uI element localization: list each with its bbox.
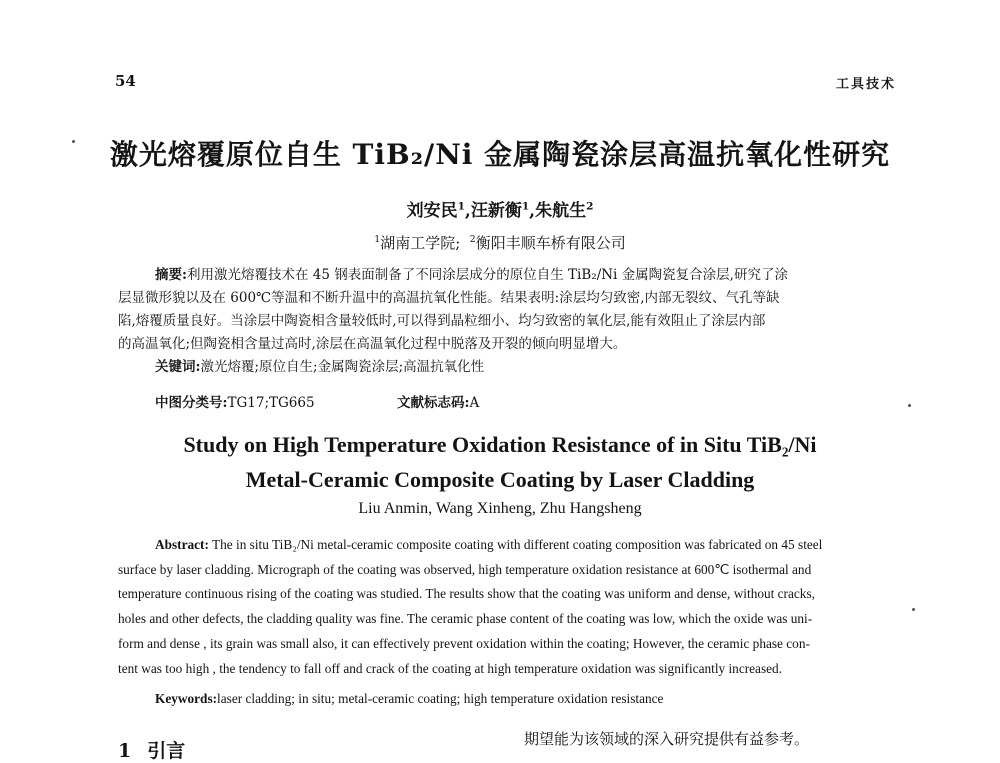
abstract-line	[118, 264, 886, 287]
abstract-line: temperature continuous rising of the coating was studied. The results show that the coating was uniform and dense, without cracks,	[118, 586, 815, 602]
affiliation-name: 衡阳丰顺车桥有限公司	[475, 234, 626, 252]
abstract-line: 陷,熔覆质量良好。当涂层中陶瓷相含量较低时,可以得到晶粒细小、均匀致密的氧化层,能有效阻止了涂层内部	[118, 313, 766, 329]
abstract-text: 利用激光熔覆技术在 45 钢表面制备了不同涂层成分的原位自生 TiB₂/Ni 金属陶瓷复合涂层,研究了涂	[186, 267, 788, 283]
keywords-label: Keywords:	[155, 691, 218, 706]
keywords-line	[118, 356, 886, 379]
english-keywords	[155, 691, 663, 707]
abstract-line	[118, 533, 886, 558]
abstract-line: form and dense , its grain was small also, it can effectively prevent oxidation within the coating; However, the ceramic phase con-	[118, 635, 810, 651]
abstract-line: 的高温氧化;但陶瓷相含量过高时,涂层在高温氧化过程中脱落及开裂的倾向明显增大。	[118, 336, 627, 352]
classification-number	[155, 391, 315, 411]
author-name: 刘安民	[406, 201, 458, 221]
body-text-line: 期望能为该领域的深入研究提供有益参考。	[524, 730, 810, 748]
affiliation-mark: 2	[586, 200, 594, 213]
abstract-line: 层显微形貌以及在 600℃等温和不断升温中的高温抗氧化性能。结果表明:涂层均匀致密,内部无裂纹、气孔等缺	[118, 290, 780, 306]
document-code-label: 文献标志码:	[397, 395, 470, 411]
section-heading	[118, 736, 185, 763]
section-title: 引言	[147, 740, 186, 762]
chinese-authors: 刘安民$^1$,汪新衡$^1$,朱航生$^2$	[406, 200, 594, 221]
abstract-label: Abstract:	[155, 537, 209, 552]
english-title-line-1: Study on High Temperature Oxidation Resistance of in Situ TiB₂/Ni	[183, 432, 817, 457]
keywords-label: 关键词:	[155, 359, 201, 375]
chinese-affiliations	[0, 232, 1000, 253]
scan-speck	[72, 140, 75, 143]
classification-label: 中图分类号:	[155, 395, 228, 411]
abstract-line: tent was too high , the tendency to fall off and crack of the coating at high temperature oxidation was significantly increased.	[118, 660, 783, 676]
journal-name: 工具技术	[835, 77, 896, 92]
english-authors: Liu Anmin, Wang Xinheng, Zhu Hangsheng	[358, 500, 642, 517]
chinese-title: 激光熔覆原位自生 TiB₂/Ni 金属陶瓷涂层高温抗氧化性研究	[109, 138, 891, 171]
english-title-line-2: Metal-Ceramic Composite Coating by Laser Cladding	[245, 467, 755, 492]
author-name: 汪新衡	[470, 201, 522, 221]
english-abstract	[118, 533, 886, 681]
affiliation-mark: 1	[374, 234, 381, 245]
classification-value: TG17;TG665	[227, 395, 315, 411]
keywords-text: 激光熔覆;原位自生;金属陶瓷涂层;高温抗氧化性	[200, 359, 485, 375]
section-number: 1	[118, 740, 132, 762]
affiliation-name: 湖南工学院;	[380, 234, 461, 252]
abstract-label: 摘要:	[155, 267, 187, 283]
keywords-text: laser cladding; in situ; metal-ceramic coating; high temperature oxidation resistance	[217, 691, 664, 706]
affiliation-mark: 2	[469, 234, 476, 245]
scan-speck	[912, 608, 915, 611]
document-code-value: A	[469, 395, 480, 411]
chinese-abstract	[118, 264, 886, 379]
affiliation-mark: 1	[457, 200, 465, 213]
abstract-text: The in situ TiB₂/Ni metal-ceramic composite coating with different coating composition was fabricated on 45 steel	[212, 537, 823, 552]
abstract-line: surface by laser cladding. Micrograph of the coating was observed, high temperature oxidation resistance at 600℃ isothermal and	[118, 561, 812, 577]
abstract-line: holes and other defects, the cladding quality was fine. The ceramic phase content of the coating was low, which the oxide was uni-	[118, 611, 813, 627]
author-name: 朱航生	[535, 201, 587, 221]
scan-speck	[908, 404, 911, 407]
document-code	[397, 391, 479, 411]
page-number: 54	[115, 72, 136, 90]
affiliation-mark: 1	[521, 200, 530, 213]
